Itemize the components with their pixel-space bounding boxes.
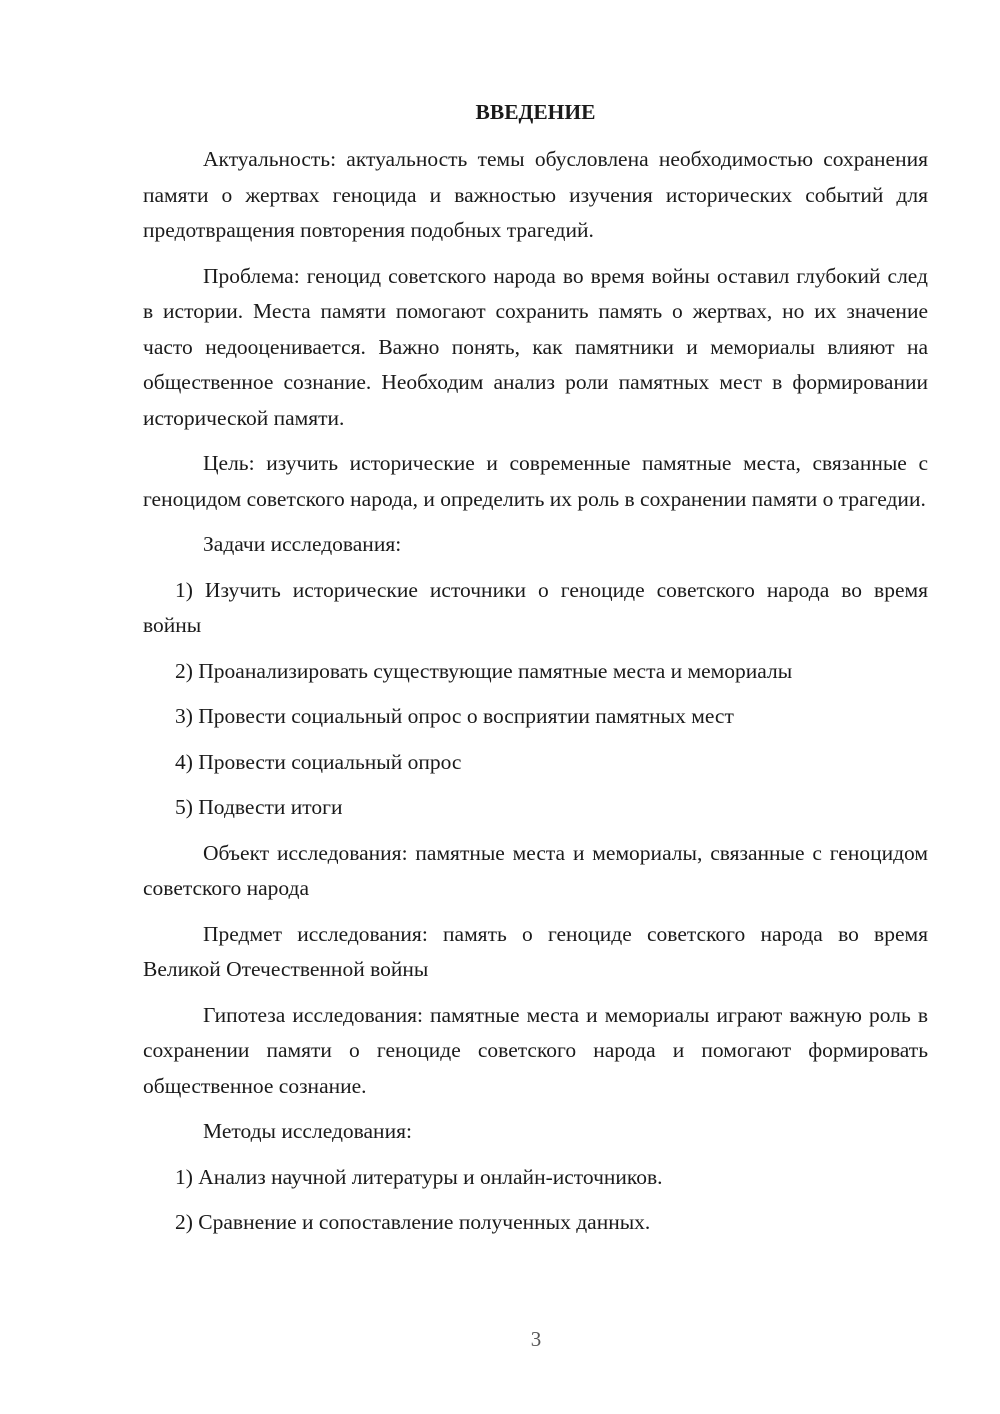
task-item-2: 2) Проанализировать существующие памятные места и мемориалы xyxy=(175,658,793,683)
methods-heading: Методы исследования: xyxy=(203,1119,412,1143)
subject-paragraph: Предмет исследования: память о геноциде советского народа во время Великой Отечественной войны xyxy=(143,921,928,981)
task-item-1: 1) Изучить исторические источники о геноциде советского народа во время войны xyxy=(143,577,928,637)
page-content xyxy=(143,97,928,1251)
method-item-2: 2) Сравнение и сопоставление полученных данных. xyxy=(175,1210,651,1234)
tasks-heading: Задачи исследования: xyxy=(203,532,402,556)
task-item-3: 3) Провести социальный опрос о восприятии памятных мест xyxy=(175,704,734,728)
page-number: 3 xyxy=(530,1327,542,1351)
object-paragraph: Объект исследования: памятные места и мемориалы, связанные с геноцидом советского народа xyxy=(143,840,928,900)
method-item-1: 1) Анализ научной литературы и онлайн-источников. xyxy=(175,1164,663,1189)
hypothesis-paragraph: Гипотеза исследования: памятные места и мемориалы играют важную роль в сохранении памяти о геноциде советского народа и помогают формировать общественное сознание. xyxy=(143,1002,928,1098)
problem-paragraph: Проблема: геноцид советского народа во время войны оставил глубокий след в истории. Места памяти помогают сохранить память о жертвах, но их значение часто недооценивается. Важно понять, как памятники и мемориалы влияют на общественное сознание. Необходим анализ роли памятных мест в формировании исторической памяти. xyxy=(143,263,928,430)
relevance-paragraph: Актуальность: актуальность темы обусловлена необходимостью сохранения памяти о жертвах геноцида и важностью изучения исторических событий для предотвращения повторения подобных трагедий. xyxy=(143,147,928,242)
page-title: ВВЕДЕНИЕ xyxy=(475,100,596,124)
goal-paragraph: Цель: изучить исторические и современные памятные места, связанные с геноцидом советского народа, и определить их роль в сохранении памяти о трагедии. xyxy=(143,451,928,511)
task-item-4: 4) Провести социальный опрос xyxy=(175,749,462,774)
task-item-5: 5) Подвести итоги xyxy=(175,795,343,819)
